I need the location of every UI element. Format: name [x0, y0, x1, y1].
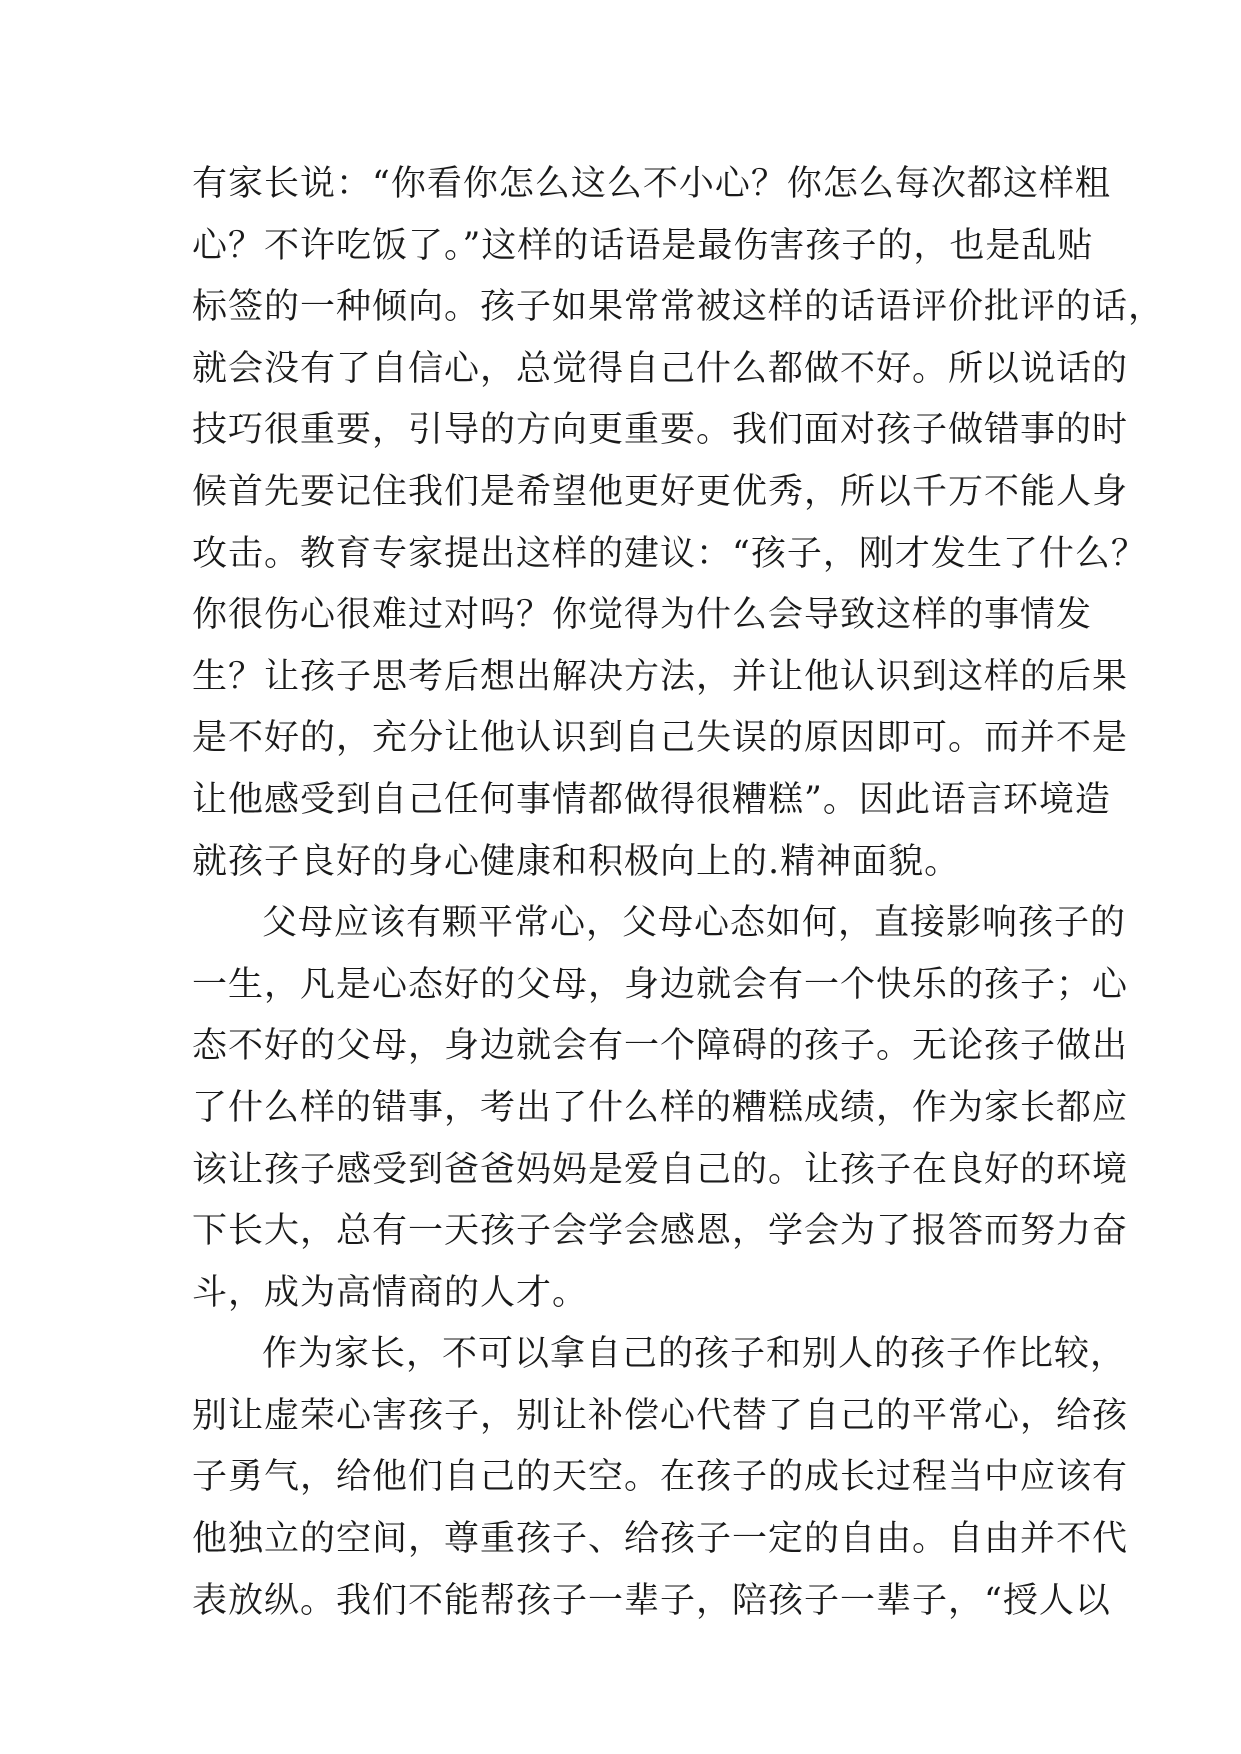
text-line: 了什么样的错事，考出了什么样的糟糕成绩，作为家长都应: [192, 1087, 1129, 1128]
text-line: 子勇气，给他们自己的天空。在孩子的成长过程当中应该有: [192, 1457, 1129, 1498]
paragraph-first-line: 作为家长，不可以拿自己的孩子和别人的孩子作比较，: [262, 1334, 1127, 1375]
text-line: 下长大，总有一天孩子会学会感恩，学会为了报答而努力奋: [192, 1211, 1129, 1252]
text-line: 你很伤心很难过对吗？你觉得为什么会导致这样的事情发: [192, 595, 1093, 636]
text-line: 标签的一种倾向。孩子如果常常被这样的话语评价批评的话，: [192, 287, 1165, 328]
text-line: 生？让孩子思考后想出解决方法，并让他认识到这样的后果: [192, 656, 1129, 697]
text-line: 一生，凡是心态好的父母，身边就会有一个快乐的孩子；心: [192, 964, 1129, 1005]
text-line: 是不好的，充分让他认识到自己失误的原因即可。而并不是: [192, 718, 1129, 759]
text-line: 攻击。教育专家提出这样的建议：“孩子，刚才发生了什么？: [192, 533, 1147, 574]
text-line: 候首先要记住我们是希望他更好更优秀，所以千万不能人身: [192, 471, 1129, 512]
text-line: 有家长说：“你看你怎么这么不小心？你怎么每次都这样粗: [192, 164, 1111, 204]
paragraph-first-line: 父母应该有颗平常心，父母心态如何，直接影响孩子的: [262, 903, 1127, 944]
body-text: [192, 154, 1165, 1632]
text-line: 就孩子良好的身心健康和积极向上的.精神面貌。: [192, 841, 961, 882]
text-line: 态不好的父母，身边就会有一个障碍的孩子。无论孩子做出: [192, 1026, 1129, 1067]
text-line: 斗，成为高情商的人才。: [192, 1272, 589, 1313]
text-line: 心？不许吃饭了。”这样的话语是最伤害孩子的，也是乱贴: [192, 225, 1094, 266]
text-line: 技巧很重要，引导的方向更重要。我们面对孩子做错事的时: [192, 410, 1129, 451]
text-line: 别让虚荣心害孩子，别让补偿心代替了自己的平常心，给孩: [192, 1395, 1129, 1436]
text-line: 就会没有了自信心，总觉得自己什么都做不好。所以说话的: [192, 348, 1129, 389]
text-line: 表放纵。我们不能帮孩子一辈子，陪孩子一辈子，“授人以: [192, 1580, 1111, 1621]
text-line: 他独立的空间，尊重孩子、给孩子一定的自由。自由并不代: [192, 1519, 1129, 1560]
text-line: 该让孩子感受到爸爸妈妈是爱自己的。让孩子在良好的环境: [192, 1149, 1129, 1190]
text-line: 让他感受到自己任何事情都做得很糟糕”。因此语言环境造: [192, 779, 1111, 820]
